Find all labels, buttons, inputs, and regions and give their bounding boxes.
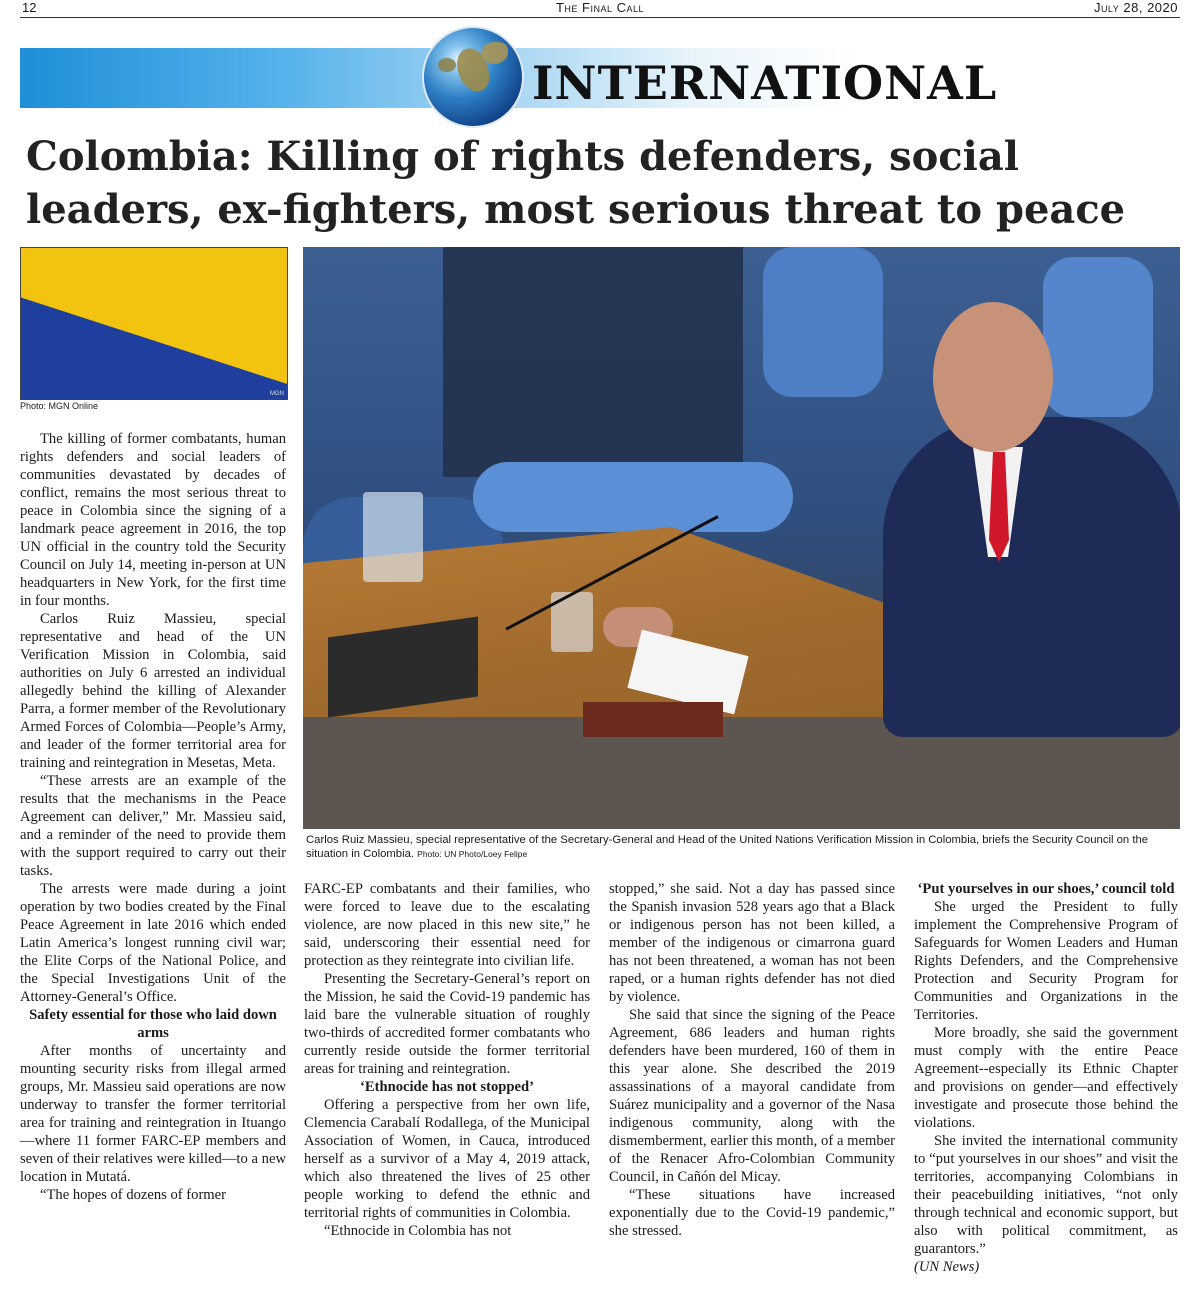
article-signoff: (UN News) bbox=[914, 1259, 980, 1275]
flag-photo-credit: Photo: MGN Online bbox=[20, 401, 99, 411]
paragraph: FARC-EP combatants and their families, who were forced to leave due to the escalating violence, are now placed in this new site,” he said, underscoring their essential need for protection as they reintegrate into civilian life. bbox=[304, 881, 590, 969]
running-head bbox=[0, 0, 1200, 18]
article-column-4 bbox=[914, 880, 1178, 1276]
globe-icon bbox=[424, 28, 522, 126]
subheading: Safety essential for those who laid down arms bbox=[29, 1007, 277, 1041]
paragraph: “Ethnocide in Colombia has not bbox=[324, 1223, 512, 1239]
paragraph: Presenting the Secretary-General’s report on the Mission, he said the Covid-19 pandemic has laid bare the vulnerable situation of roughly two-thirds of accredited former combatants who currently reside outside the former territorial areas for training and reintegration. bbox=[304, 971, 590, 1077]
photo-caption bbox=[306, 833, 1180, 861]
issue-date: July 28, 2020 bbox=[1093, 0, 1178, 15]
paragraph: She urged the President to fully implement the Comprehensive Program of Safeguards for Women Leaders and Human Rights Defenders, and the Comprehensive Protection and Security Program for Communities and Organizations in the Territories. bbox=[914, 899, 1178, 1023]
paragraph: stopped,” she said. Not a day has passed since the Spanish invasion 528 years ago that a Black or indigenous person has not been killed, a member of the indigenous or cimarrona guard has not been threatened, a woman has not been raped, or a human rights defender has not died by violence. bbox=[609, 881, 895, 1005]
header-rule bbox=[20, 17, 1180, 18]
paragraph: She said that since the signing of the Peace Agreement, 686 leaders and human rights defenders have been murdered, 160 of them in this year alone. She described the 2019 assassinations of a mayoral candidate from Suárez municipality and a governor of the Nasa indigenous community, along with the dismemberment, earlier this month, of a member of the Renacer Afro-Colombian Community Council, in Cañón del Micay. bbox=[609, 1007, 895, 1185]
paragraph: “The hopes of dozens of former bbox=[40, 1187, 226, 1203]
caption-text: Carlos Ruiz Massieu, special representative of the Secretary-General and Head of the United Nations Verification Mission in Colombia, briefs the Security Council on the situation in Colombia. bbox=[306, 834, 1149, 860]
colombia-flag-image bbox=[20, 247, 288, 400]
article-column-3 bbox=[609, 880, 895, 1240]
article-column-2 bbox=[304, 880, 590, 1240]
paragraph: “These situations have increased exponentially due to the Covid-19 pandemic,” she stressed. bbox=[609, 1187, 895, 1239]
paragraph: Offering a perspective from her own life, Clemencia Carabalí Rodallega, of the Municipal Association of Women, in Cauca, introduced herself as a survivor of a May 4, 2019 attack, which also threatened the lives of 25 other people working to defend the ethnic and territorial rights of communities in Colombia. bbox=[304, 1097, 590, 1221]
paragraph: The killing of former combatants, human rights defenders and social leaders of communities devastated by decades of conflict, remains the most serious threat to peace in Colombia since the signing of a landmark peace agreement in 2016, the top UN official in the country told the Security Council on July 14, meeting in-person at UN headquarters in New York, for the first time in four months. bbox=[20, 431, 286, 609]
paragraph: The arrests were made during a joint operation by two bodies created by the Final Peace Agreement in late 2016 which ended Latin America’s longest running civil war; the Elite Corps of the National Police, and the Special Investigations Unit of the Attorney-General’s Office. bbox=[20, 881, 286, 1005]
paragraph: After months of uncertainty and mounting security risks from illegal armed groups, Mr. Massieu said operations are now underway to transfer the former territorial area for training and reintegration in Ituango—where 11 former FARC-EP members and seven of their relatives were killed—to a new location in Mutatá. bbox=[20, 1043, 286, 1185]
caption-credit: Photo: UN Photo/Loey Felipe bbox=[417, 849, 528, 859]
headline: Colombia: Killing of rights defenders, social leaders, ex-fighters, most serious threat to peace bbox=[26, 133, 1126, 233]
subheading: ‘Ethnocide has not stopped’ bbox=[360, 1079, 534, 1095]
paragraph: She invited the international community to “put yourselves in our shoes” and visit the territories, accompanying Colombians in their peacebuilding initiatives, “not only through technical and economic support, but also with political commitment, as guarantors.” bbox=[914, 1133, 1178, 1257]
page-number: 12 bbox=[22, 0, 37, 15]
security-council-photo bbox=[303, 247, 1180, 829]
section-title: INTERNATIONAL bbox=[532, 56, 998, 110]
subheading: ‘Put yourselves in our shoes,’ council told bbox=[917, 881, 1175, 897]
paragraph: More broadly, she said the government must comply with the entire Peace Agreement--especially its Ethnic Chapter and provisions on gender—and effectively investigate and prosecute those behind the violations. bbox=[914, 1025, 1178, 1131]
flag-watermark: MGN bbox=[270, 391, 284, 397]
paragraph: Carlos Ruiz Massieu, special representative and head of the UN Verification Mission in Colombia, said authorities on July 6 arrested an individual allegedly behind the killing of Alexander Parra, a former member of the Revolutionary Armed Forces of Colombia—People’s Army, and leader of the former territorial area for training and reintegration in Mesetas, Meta. bbox=[20, 611, 286, 771]
paragraph: “These arrests are an example of the results that the mechanisms in the Peace Agreement can deliver,” Mr. Massieu said, and a reminder of the need to provide them with the support required to carry out their tasks. bbox=[20, 773, 286, 879]
article-column-1 bbox=[20, 430, 286, 1204]
publication-name: The Final Call bbox=[555, 0, 645, 15]
